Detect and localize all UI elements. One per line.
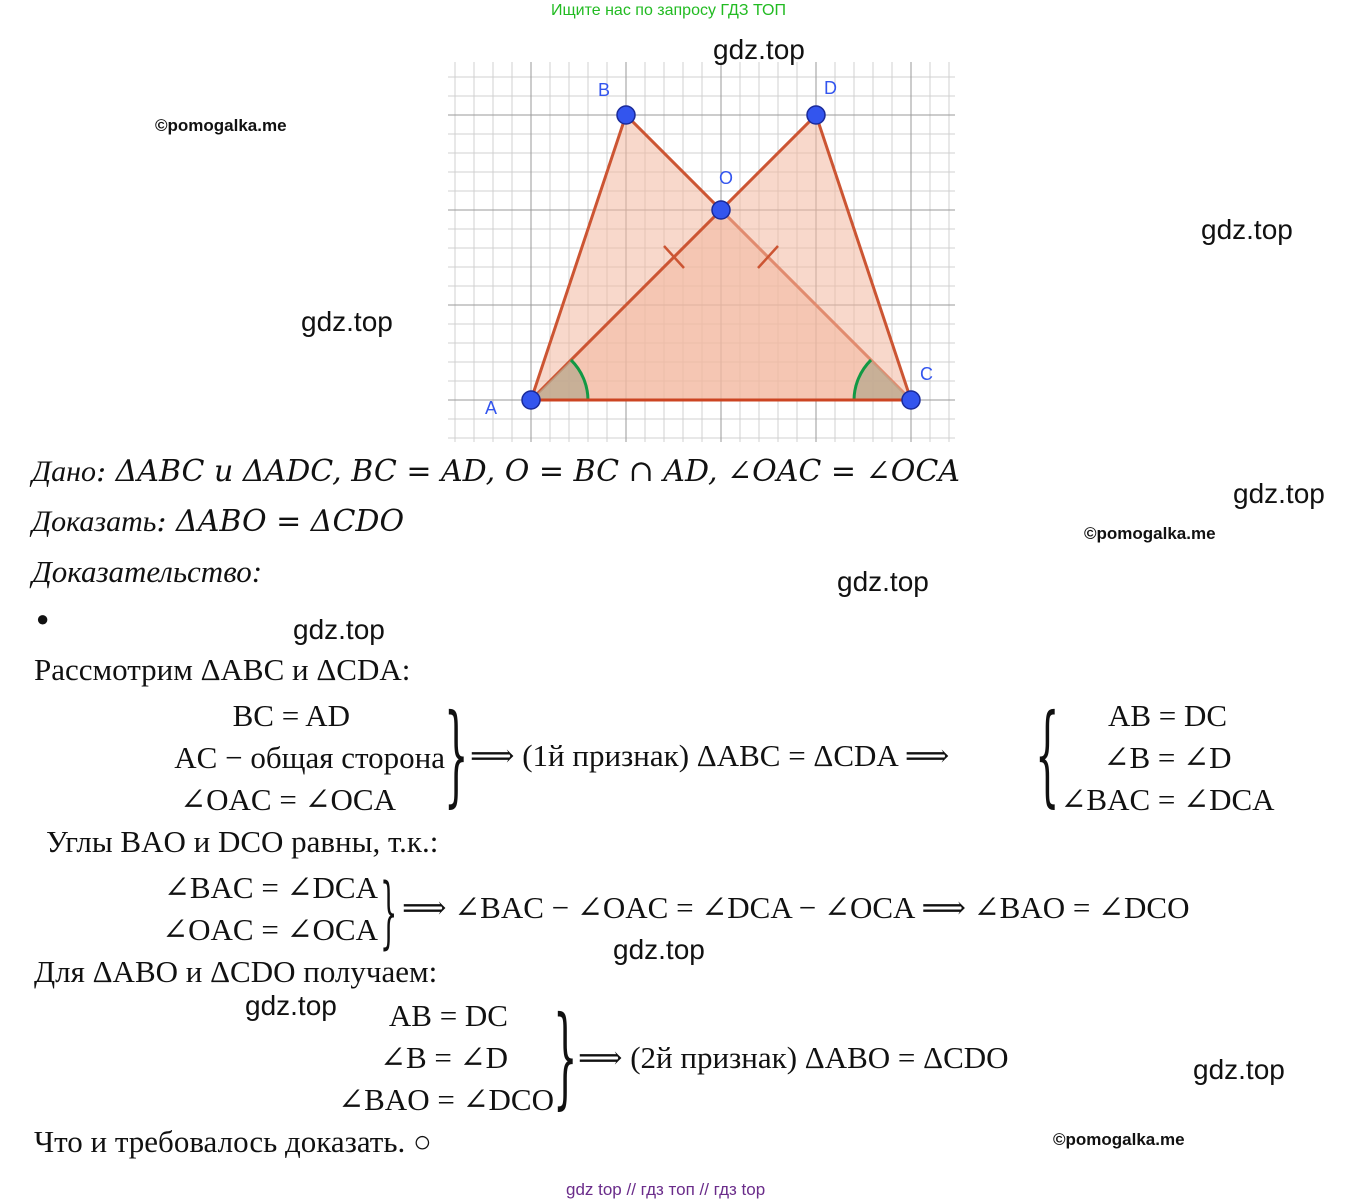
system3-line-2: ∠B = ∠D [380,1040,508,1075]
system1-line-2: AC − общая сторона [174,740,445,775]
point-a [522,391,540,409]
system1-brace: } [444,690,469,818]
consequence-1: AB = DC [1107,698,1228,733]
label-d: D [824,78,837,98]
label-b: B [598,80,611,100]
system3-line-1: AB = DC [388,998,508,1033]
watermark-gdz-9: gdz.top [1193,1054,1285,1085]
system2-brace: } [380,868,398,958]
given-label: Дано [32,455,96,488]
system1-line-1: BC = AD [232,698,350,733]
watermark-gdz-6: gdz.top [293,614,385,645]
proof-label: Доказательство: [32,554,263,589]
watermark-gdz-2: gdz.top [1201,214,1293,245]
system1-open-brace: { [1035,690,1060,818]
point-b [617,106,635,124]
consequence-2: ∠B = ∠D [1103,740,1232,775]
top-banner: Ищите нас по запросу ГДЗ ТОП [551,2,786,19]
label-c: C [920,364,933,384]
system2-line-1: ∠BAC = ∠DCA [163,870,378,905]
given-line [32,454,960,489]
watermark-gdz-4: gdz.top [1233,478,1325,509]
prove-label: Доказать [32,505,157,538]
system1-line-3: ∠OAC = ∠OCA [180,782,396,817]
watermark-gdz-5: gdz.top [837,566,929,597]
watermark-pomogalka-3: ©pomogalka.me [1053,1130,1185,1149]
angles-equal-line: Углы BAO и DCO равны, т.к.: [46,824,439,859]
consequence-3: ∠BAC = ∠DCA [1060,782,1275,817]
point-d [807,106,825,124]
watermark-pomogalka-2: ©pomogalka.me [1084,524,1216,543]
point-c [902,391,920,409]
bullet: ● [36,606,50,631]
geometry-figure [440,55,965,450]
watermark-gdz-8: gdz.top [245,990,337,1021]
for-triangles-line: Для ΔABO и ΔCDO получаем: [34,954,438,989]
system1-result: ⟹ (1й признак) ΔABC = ΔCDA ⟹ [470,738,950,773]
footer-links[interactable]: gdz top // гдз топ // гдз top [566,1180,766,1199]
label-o: O [719,168,734,188]
watermark-gdz-7: gdz.top [613,934,705,965]
watermark-pomogalka-1: ©pomogalka.me [155,116,287,135]
prove-line [32,504,404,539]
consider-line: Рассмотрим ΔABC и ΔCDA: [34,652,411,687]
system2-result: ⟹ ∠BAC − ∠OAC = ∠DCA − ∠OCA ⟹ ∠BAO = ∠DCO [402,890,1190,925]
given-text: : ΔABC и ΔADC, BC = AD, O = BC ∩ AD, ∠OAC = ∠OCA [95,454,960,489]
prove-text: : ΔABO = ΔCDO [156,504,405,539]
qed-line: Что и требовалось доказать. ○ [34,1124,432,1159]
system2-line-2: ∠OAC = ∠OCA [162,912,378,947]
system3-line-3: ∠BAO = ∠DCO [338,1082,554,1117]
watermark-gdz-1: gdz.top [713,34,805,65]
label-a: A [485,398,498,418]
watermark-gdz-3: gdz.top [301,306,393,337]
system3-brace: } [553,992,578,1120]
point-o [712,201,730,219]
system3-result: ⟹ (2й признак) ΔABO = ΔCDO [578,1040,1009,1075]
